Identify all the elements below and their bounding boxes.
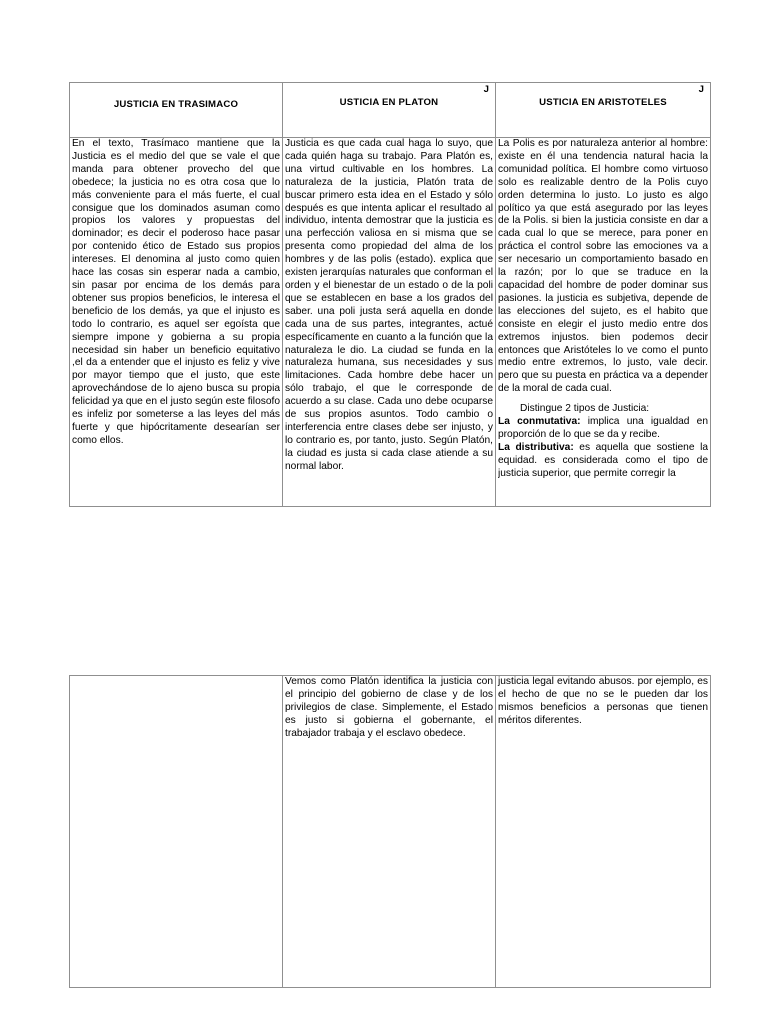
header-aristoteles: USTICIA EN ARISTOTELES xyxy=(539,97,667,108)
comparison-table-part-2 xyxy=(69,675,711,988)
body-row xyxy=(70,138,711,507)
cell-platon xyxy=(283,138,496,507)
cell-trasimaco-continued xyxy=(70,676,283,988)
cell-platon-continued xyxy=(283,676,496,988)
text-aristoteles-continued: justicia legal evitando abusos. por ejemplo, es el hecho de que no se le pueden dar los mismos beneficios a personas que tienen méritos diferentes. xyxy=(498,676,708,726)
term-conmutativa: La conmutativa: xyxy=(498,416,581,428)
def-conmutativa: implica una igualdad en proporción de lo que se da y recibe. xyxy=(498,416,708,440)
text-aristoteles-p1: La Polis es por naturaleza anterior al hombre: existe en él una tendencia natural hacia la comunidad política. El hombre como virtuoso solo es realizable dentro de la Polis cuyo orden determina lo justo. Lo justo es algo político ya que está asegurado por las leyes de la Polis. si bien la justicia consiste en dar a cada cual lo que se merece, para poner en práctica el control sobre las emociones va a ser necesario un comportamiento basado en la razón; por lo que se traduce en la capacidad del hombre de poder dominar sus pasiones. la justicia es subjetiva, depende de las elecciones del sujeto, es el habito que consiste en elegir el justo medio entre dos extremos injustos. bien podemos decir entonces que Aristóteles lo ve como el punto medio entre extremos, lo justo, vale decir. pero que su puesta en práctica va a depender de la moral de cada cual. xyxy=(498,138,708,395)
text-aristoteles-distributiva xyxy=(498,442,708,481)
cell-aristoteles-continued xyxy=(496,676,711,988)
body-row-continued xyxy=(70,676,711,988)
header-cell-platon xyxy=(283,83,496,138)
header-cell-aristoteles xyxy=(496,83,711,138)
text-aristoteles-p2: Distingue 2 tipos de Justicia: xyxy=(520,403,650,415)
comparison-table-part-1 xyxy=(69,82,711,507)
cell-trasimaco xyxy=(70,138,283,507)
header-cell-trasimaco xyxy=(70,83,283,138)
def-distributiva: es aquella que sostiene la equidad. es considerada como el tipo de justicia superior, que permite corregir la xyxy=(498,441,708,479)
cell-aristoteles xyxy=(496,138,711,507)
text-aristoteles-conmutativa xyxy=(498,416,708,442)
text-platon-continued: Vemos como Platón identifica la justicia con el principio del gobierno de clase y de los privilegios de clase. Simplemente, el Estado es justo si gobierna el gobernante, el trabajador trabaja y el esclavo obedece. xyxy=(285,676,493,739)
text-trasimaco: En el texto, Trasímaco mantiene que la Justicia es el medio del que se vale el que manda para obtener provecho del que obedece; la justicia no es otra cosa que lo más conveniente para el más fuerte, el cual consigue que los dominados asuman como propios los valores y propuestas del dominador; es decir el poderoso hace pasar por contenido ético de Estado sus propios intereses. El denomina al justo como quien hace las cosas sin esperar nada a cambio, sin pasar por encima de los demás para obtener sus propios beneficios, le interesa el beneficio de los demás, ya que el injusto es todo lo contrario, es aquel ser egoísta que siempre impone y gobierna a su propia necesidad sin haber un beneficio equitativo ,el da a entender que el injusto es feliz y vive por mayor tiempo que el justo, que este aprovechándose de lo ajeno busca su propia felicidad ya que en el justo según este filosofo es infeliz por someterse a las leyes del más fuerte y que hipócritamente desearían ser como ellos. xyxy=(72,138,280,446)
term-distributiva: La distributiva: xyxy=(498,441,574,453)
header-trasimaco: JUSTICIA EN TRASIMACO xyxy=(113,99,239,110)
header-row xyxy=(70,83,711,138)
header-platon: USTICIA EN PLATON xyxy=(339,97,439,108)
text-platon: Justicia es que cada cual haga lo suyo, que cada quién haga su trabajo. Para Platón es, una virtud cultivable en los hombres. La naturaleza de la justicia, Platón trata de buscar primero esta idea en el Estado y sólo después es que intenta aplicar el resultado al individuo, intenta demostrar que la justicia es una perfección valiosa en si misma que se presenta como propiedad del alma de los hombres y de las polis (estado). explica que existen jerarquías naturales que conforman el orden y el bienestar de un estado o de la poli que se establecen en base a los grados del saber. una poli justa será aquella en donde cada una de sus partes, integrantes, actué específicamente en cuanto a la función que la naturaleza le dio. La ciudad se funda en la naturaleza humana, sus necesidades y sus limitaciones. Cada hombre debe hacer un sólo trabajo, el que le corresponde de acuerdo a su clase. Cada uno debe ocuparse de sus propios asuntos. Todo cambio o interferencia entre clases debe ser injusto, y lo contrario es, por tanto, justo. Según Platón, la ciudad es justa si cada clase atiende a su normal labor. xyxy=(285,138,493,472)
header-aristoteles-marker: J xyxy=(698,84,704,95)
header-platon-marker: J xyxy=(483,84,489,95)
